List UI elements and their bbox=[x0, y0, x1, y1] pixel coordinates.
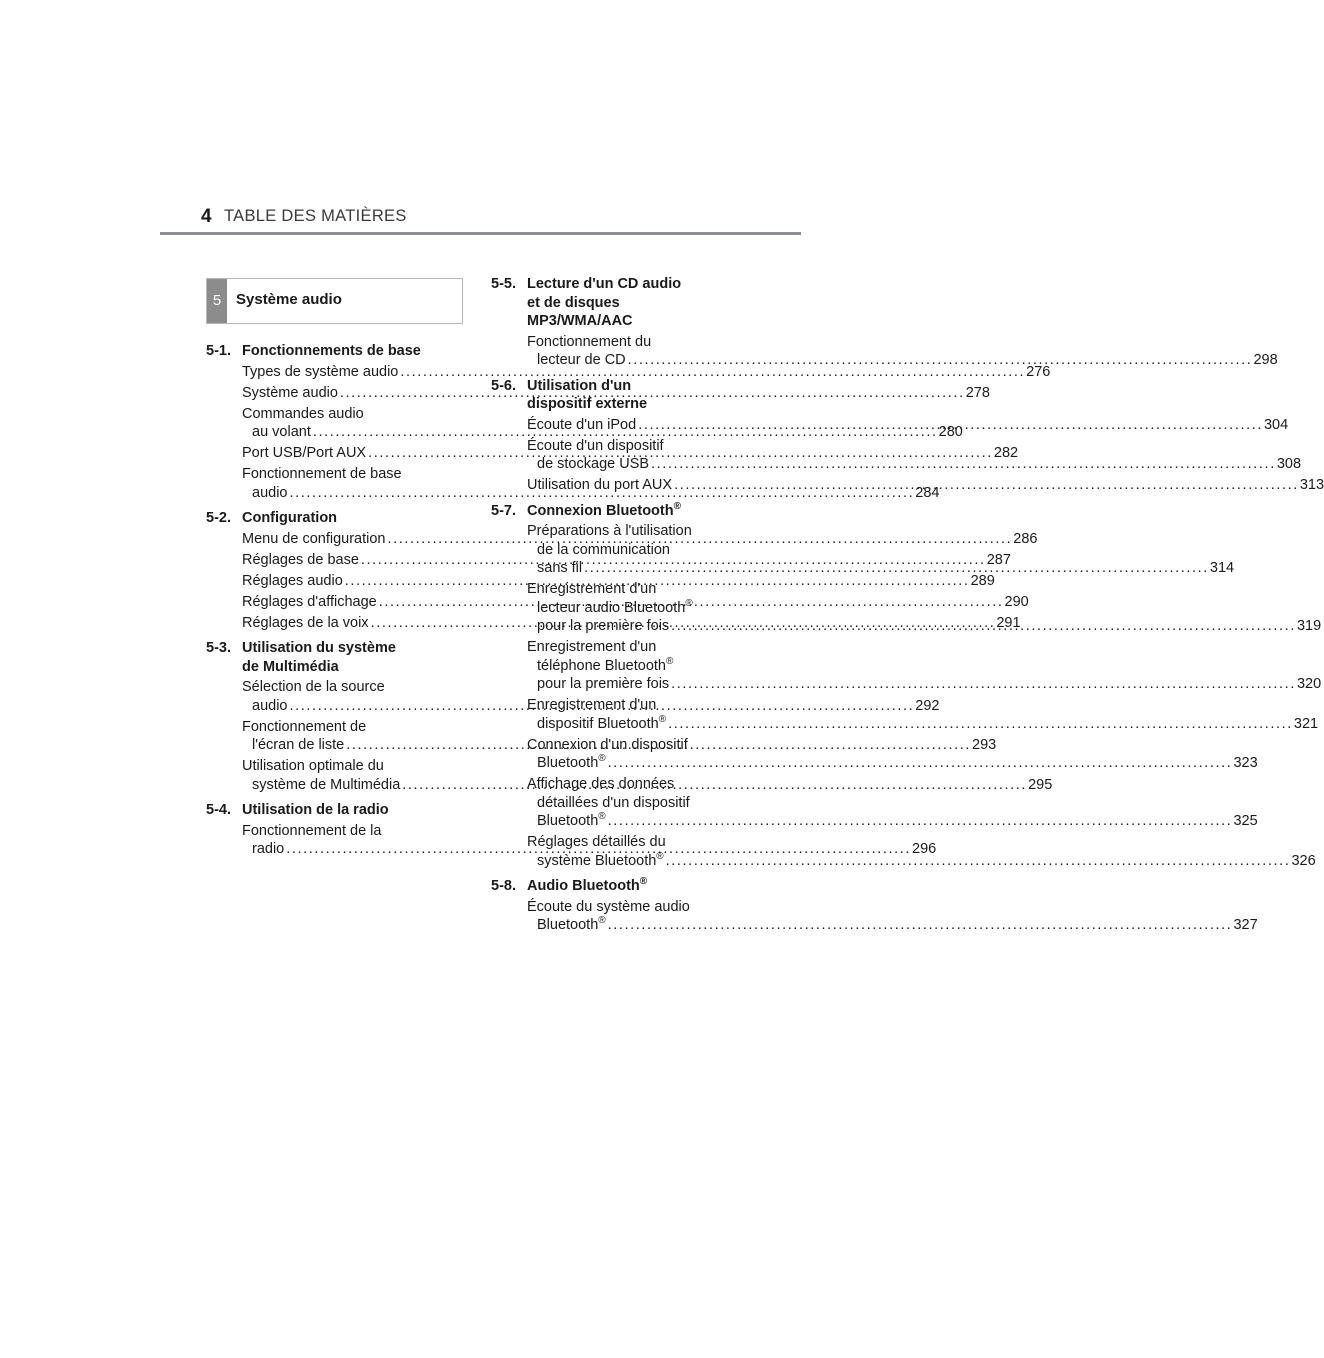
chapter-title-line: dispositif externe bbox=[527, 396, 648, 412]
entry-page-number: 291 bbox=[996, 614, 1021, 631]
entry-text: sans fil bbox=[537, 560, 583, 576]
entry-page-number: 290 bbox=[1004, 593, 1029, 610]
toc-entry[interactable] bbox=[491, 333, 1278, 370]
entry-line: lecteur audio Bluetooth® bbox=[537, 597, 693, 616]
chapter-title-line: MP3/WMA/AAC bbox=[527, 313, 633, 329]
entry-line: Réglages détaillés du bbox=[527, 834, 666, 850]
entry-text: Réglages de base bbox=[242, 551, 359, 568]
entry-text: lecteur de CD bbox=[537, 352, 626, 368]
entry-line: Fonctionnement de base bbox=[242, 466, 402, 482]
entry-text: pour la première fois bbox=[537, 676, 670, 692]
entry-page-number: 287 bbox=[986, 551, 1011, 568]
entry-line: Préparations à l'utilisation bbox=[527, 523, 692, 539]
entry-text: l'écran de liste bbox=[252, 737, 345, 753]
section-title: Système audio bbox=[236, 291, 342, 308]
dot-leader bbox=[608, 755, 1233, 771]
chapter-title-line: Configuration bbox=[242, 510, 338, 526]
dot-leader bbox=[584, 560, 1209, 576]
dot-leader bbox=[608, 917, 1233, 933]
entry-text: Port USB/Port AUX bbox=[242, 445, 367, 461]
entry-text: Utilisation du port AUX bbox=[527, 477, 673, 493]
entry-line-with-page bbox=[527, 850, 1316, 871]
entry-page-number: 292 bbox=[915, 697, 940, 714]
dot-leader bbox=[674, 477, 1299, 493]
entry-page-number: 293 bbox=[972, 737, 997, 753]
entry-line: Fonctionnement du bbox=[527, 333, 652, 350]
dot-leader bbox=[666, 853, 1291, 869]
entry-line-with-page bbox=[527, 811, 1258, 831]
dot-leader bbox=[608, 813, 1233, 829]
entry-text: Réglages audio bbox=[242, 572, 343, 589]
chapter-title-line: Lecture d'un CD audio bbox=[527, 276, 682, 292]
chapter-number: 5-6. bbox=[491, 377, 516, 394]
entry-text: pour la première fois bbox=[537, 618, 670, 634]
entry-text: Écoute d'un iPod bbox=[527, 416, 637, 433]
entry-page-number: 304 bbox=[1263, 416, 1289, 433]
entry-text: Réglages de la voix bbox=[242, 614, 369, 631]
entry-line: de la communication bbox=[537, 541, 670, 558]
toc-entry[interactable] bbox=[491, 638, 1322, 694]
chapter-title-line: Audio Bluetooth® bbox=[527, 876, 648, 894]
entry-text: radio bbox=[252, 841, 285, 857]
chapter-number: 5-2. bbox=[206, 510, 231, 526]
entry-page-number: 278 bbox=[965, 384, 990, 401]
entry-line-with-page bbox=[242, 363, 1051, 382]
entry-line-with-page bbox=[527, 675, 1322, 694]
toc-chapter-5-3[interactable] bbox=[206, 639, 454, 676]
entry-page-number: 325 bbox=[1233, 813, 1258, 829]
entry-text: au volant bbox=[252, 424, 311, 440]
entry-line: Utilisation optimale du bbox=[242, 758, 384, 774]
dot-leader bbox=[668, 716, 1293, 732]
entry-text: Bluetooth® bbox=[537, 915, 606, 933]
dot-leader bbox=[671, 618, 1296, 634]
entry-text: audio bbox=[252, 484, 288, 501]
chapter-title-line: Utilisation du système bbox=[242, 640, 396, 656]
entry-line: détaillées d'un dispositif bbox=[537, 794, 690, 811]
toc-chapter-5-6[interactable] bbox=[491, 377, 738, 414]
entry-page-number: 319 bbox=[1296, 618, 1322, 634]
header-divider bbox=[160, 232, 801, 235]
entry-line-with-page bbox=[527, 713, 1319, 734]
toc-chapter-5-4[interactable] bbox=[206, 801, 454, 820]
entry-text: Menu de configuration bbox=[242, 530, 386, 547]
chapter-title-line: Utilisation de la radio bbox=[242, 802, 389, 818]
toc-chapter-5-8[interactable] bbox=[491, 877, 738, 896]
entry-page-number: 314 bbox=[1209, 560, 1235, 576]
entry-line: téléphone Bluetooth® bbox=[537, 655, 674, 674]
entry-text: audio bbox=[252, 697, 288, 714]
dot-leader bbox=[628, 352, 1253, 368]
entry-page-number: 295 bbox=[1028, 776, 1053, 793]
toc-entry[interactable] bbox=[206, 363, 1051, 382]
entry-page-number: 280 bbox=[938, 424, 963, 440]
entry-page-number: 321 bbox=[1293, 715, 1319, 732]
chapter-title-line: de Multimédia bbox=[242, 658, 339, 675]
entry-line: Sélection de la source bbox=[242, 679, 385, 695]
entry-text: Bluetooth® bbox=[537, 753, 606, 771]
entry-page-number: 326 bbox=[1291, 852, 1316, 869]
entry-page-number: 323 bbox=[1233, 755, 1258, 771]
section-heading-box bbox=[206, 278, 463, 324]
entry-page-number: 308 bbox=[1276, 456, 1302, 472]
entry-text: Bluetooth® bbox=[537, 811, 606, 829]
chapter-title-line: Connexion Bluetooth® bbox=[527, 500, 681, 519]
entry-line: Enregistrement d'un bbox=[527, 639, 657, 655]
dot-leader bbox=[638, 417, 1263, 433]
entry-line: Fonctionnement de la bbox=[242, 822, 382, 839]
entry-page-number: 320 bbox=[1296, 676, 1322, 692]
entry-page-number: 276 bbox=[1026, 363, 1051, 380]
entry-line-with-page bbox=[527, 753, 1258, 773]
chapter-number: 5-5. bbox=[491, 276, 516, 292]
entry-line: Commandes audio bbox=[242, 405, 364, 422]
section-number-tab: 5 bbox=[207, 279, 227, 323]
entry-text: système Bluetooth® bbox=[537, 850, 664, 869]
entry-line: Fonctionnement de bbox=[242, 718, 367, 735]
entry-page-number: 289 bbox=[970, 572, 995, 589]
entry-line: Écoute d'un dispositif bbox=[527, 437, 664, 454]
entry-page-number: 327 bbox=[1233, 917, 1258, 933]
entry-text: système de Multimédia bbox=[252, 776, 401, 793]
dot-leader bbox=[671, 676, 1296, 692]
chapter-title-line: Utilisation d'un bbox=[527, 377, 632, 394]
entry-line-with-page bbox=[527, 915, 1258, 935]
toc-chapter-5-7[interactable] bbox=[491, 502, 738, 521]
chapter-number: 5-3. bbox=[206, 640, 231, 656]
entry-line: Écoute du système audio bbox=[527, 898, 690, 915]
toc-chapter-5-1[interactable] bbox=[206, 342, 454, 361]
entry-text: de stockage USB bbox=[537, 456, 650, 472]
toc-chapter-5-5[interactable] bbox=[491, 275, 738, 331]
toc-chapter-5-2[interactable] bbox=[206, 509, 454, 528]
chapter-title-line: Fonctionnements de base bbox=[242, 343, 421, 359]
entry-text: dispositif Bluetooth® bbox=[537, 713, 667, 732]
entry-page-number: 298 bbox=[1253, 352, 1278, 368]
entry-page-number: 313 bbox=[1299, 477, 1324, 493]
entry-line-with-page bbox=[527, 351, 1278, 370]
entry-page-number: 282 bbox=[993, 445, 1019, 461]
page-header bbox=[160, 204, 800, 234]
entry-page-number: 296 bbox=[912, 841, 937, 857]
entry-text: Réglages d'affichage bbox=[242, 593, 377, 610]
entry-text: Types de système audio bbox=[242, 363, 399, 380]
page-title: TABLE DES MATIÈRES bbox=[224, 207, 407, 225]
entry-line: Connexion d'un dispositif bbox=[527, 736, 688, 753]
entry-line: Enregistrement d'un bbox=[527, 581, 657, 597]
chapter-number: 5-1. bbox=[206, 343, 231, 359]
chapter-title-line: et de disques bbox=[527, 294, 620, 311]
chapter-number: 5-4. bbox=[206, 802, 231, 818]
entry-page-number: 286 bbox=[1013, 530, 1038, 547]
entry-text: Système audio bbox=[242, 384, 338, 401]
dot-leader bbox=[651, 456, 1276, 472]
toc-entry[interactable] bbox=[491, 898, 1258, 935]
entry-line-with-page bbox=[527, 455, 1302, 474]
page-number: 4 bbox=[201, 206, 212, 227]
entry-line: Affichage des données bbox=[527, 776, 675, 792]
chapter-number: 5-7. bbox=[491, 502, 516, 519]
entry-page-number: 284 bbox=[915, 484, 940, 501]
entry-line: Enregistrement d'un bbox=[527, 697, 657, 713]
chapter-number: 5-8. bbox=[491, 878, 516, 894]
